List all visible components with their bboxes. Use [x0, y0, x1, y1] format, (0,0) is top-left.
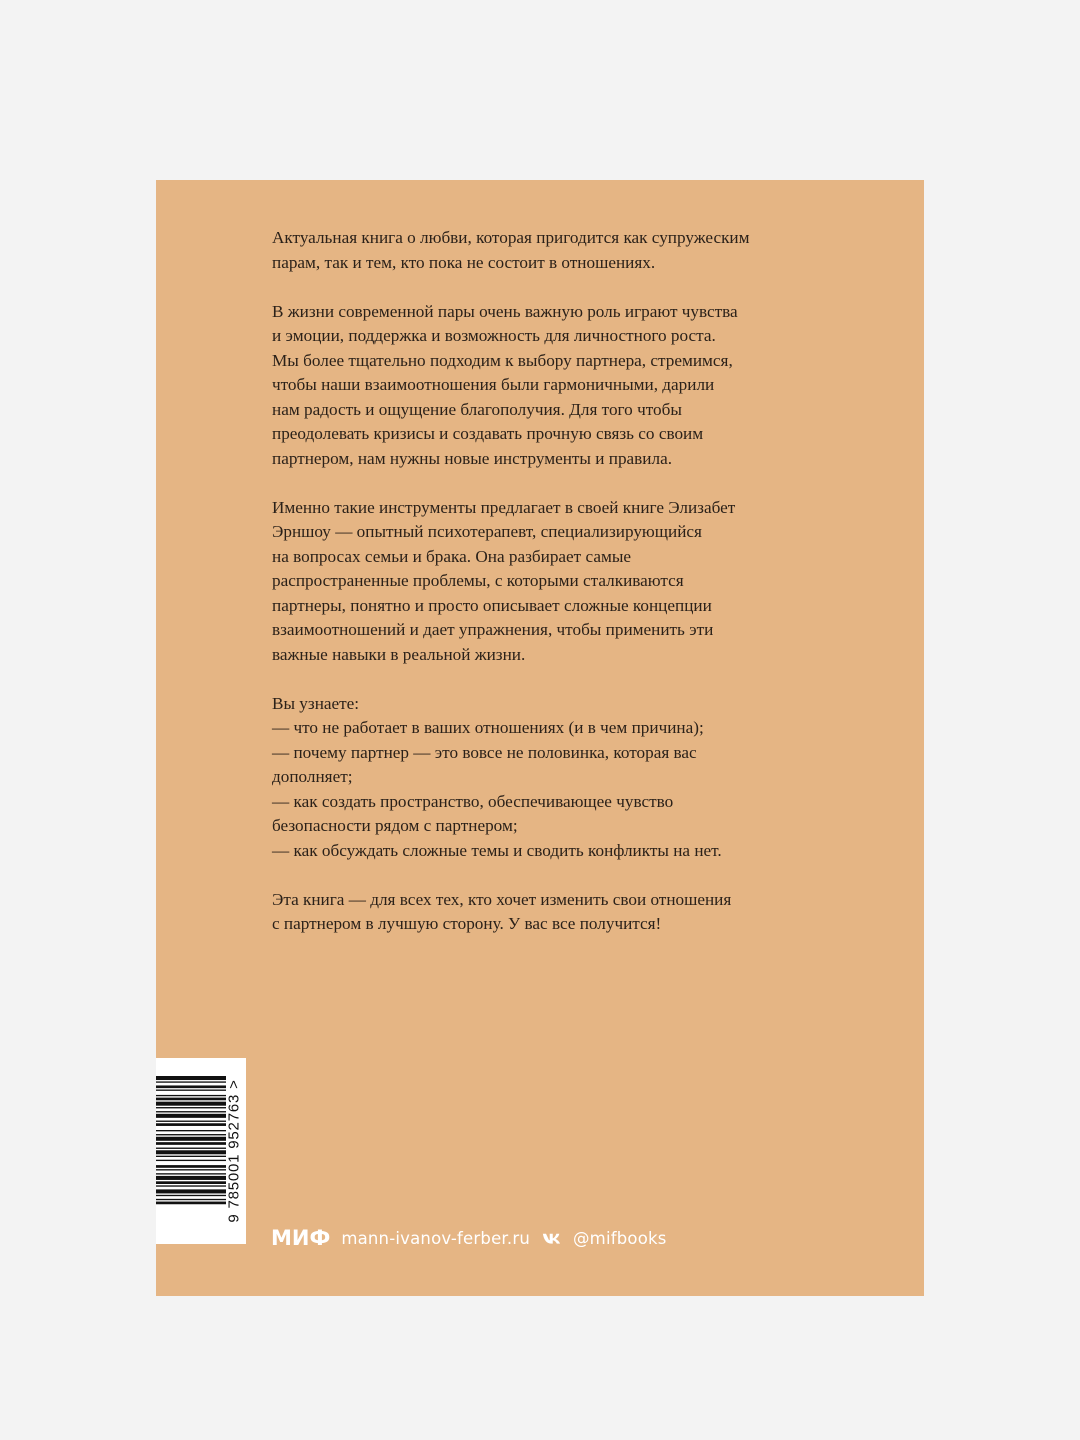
paragraph-intro: [272, 226, 812, 275]
barcode-bar: [156, 1142, 226, 1145]
barcode-bar: [156, 1098, 226, 1101]
publisher-logo: МИФ: [271, 1226, 331, 1250]
text-line: Вы узнаете:: [272, 693, 360, 713]
isbn-barcode: [156, 1058, 246, 1244]
barcode-bar: [156, 1134, 226, 1135]
barcode-bar: [156, 1114, 226, 1118]
barcode-bar: [156, 1173, 226, 1174]
text-line: важные навыки в реальной жизни.: [272, 644, 526, 664]
barcode-bar: [156, 1156, 226, 1157]
text-line: Именно такие инструменты предлагает в своей книге Элизабет: [272, 497, 736, 517]
text-line: дополняет;: [272, 767, 353, 786]
barcode-digits: 9 785001 952763 >: [225, 1079, 243, 1223]
text-line: партнером, нам нужны новые инструменты и правила.: [272, 448, 672, 468]
text-line: Актуальная книга о любви, которая пригодится как супружеским: [272, 228, 750, 247]
description-text: [272, 226, 812, 961]
book-back-cover: [156, 180, 924, 1296]
barcode-bar: [156, 1107, 226, 1108]
barcode-bar: [156, 1185, 226, 1186]
barcode-bar: [156, 1095, 226, 1096]
barcode-bar: [156, 1202, 226, 1205]
barcode-bar: [156, 1090, 226, 1091]
social-handle: @mifbooks: [572, 1228, 667, 1248]
barcode-bar: [156, 1121, 226, 1122]
barcode-bar: [156, 1130, 226, 1131]
text-line: Мы более тщательно подходим к выбору партнера, стремимся,: [272, 350, 733, 370]
text-line: — почему партнер — это вовсе не половинка, которая вас: [272, 742, 697, 762]
text-line: парам, так и тем, кто пока не состоит в отношениях.: [272, 252, 656, 272]
text-line: распространенные проблемы, с которыми сталкиваются: [272, 571, 684, 590]
barcode-bar: [156, 1199, 226, 1200]
barcode-bar: [156, 1150, 226, 1154]
barcode-bar: [156, 1148, 226, 1149]
text-line: Эта книга — для всех тех, кто хочет изменить свои отношения: [272, 889, 732, 909]
barcode-bar: [156, 1169, 226, 1170]
paragraph-closing: [272, 888, 812, 937]
barcode-bar: [156, 1085, 226, 1088]
text-line: безопасности рядом с партнером;: [272, 816, 518, 835]
text-line: партнеры, понятно и просто описывает сложные концепции: [272, 595, 712, 615]
barcode-bar: [156, 1081, 226, 1082]
text-line: преодолевать кризисы и создавать прочную связь со своим: [272, 424, 704, 443]
barcode-bar: [156, 1181, 226, 1184]
text-line: с партнером в лучшую сторону. У вас все получится!: [272, 914, 662, 933]
text-line: — как обсуждать сложные темы и сводить конфликты на нет.: [272, 840, 722, 860]
text-line: и эмоции, поддержка и возможность для личностного роста.: [272, 326, 716, 345]
barcode-bar: [156, 1160, 226, 1161]
barcode-bar: [156, 1165, 226, 1168]
barcode-bar: [156, 1111, 226, 1112]
text-line: на вопросах семьи и брака. Она разбирает самые: [272, 546, 632, 566]
barcode-bar: [156, 1189, 226, 1193]
text-line: — как создать пространство, обеспечивающее чувство: [272, 791, 674, 811]
text-line: нам радость и ощущение благополучия. Для того чтобы: [272, 399, 682, 419]
barcode-bar: [156, 1176, 226, 1180]
text-line: — что не работает в ваших отношениях (и в чем причина);: [272, 718, 704, 737]
text-line: В жизни современной пары очень важную роль играют чувства: [272, 301, 738, 321]
barcode-bar: [156, 1102, 226, 1106]
barcode-bar: [156, 1137, 226, 1141]
barcode-bar: [156, 1076, 226, 1080]
paragraph-modern-couples: [272, 300, 812, 472]
text-line: взаимоотношений и дает упражнения, чтобы применить эти: [272, 620, 714, 639]
text-line: Эрншоу — опытный психотерапевт, специализирующийся: [272, 522, 702, 541]
paragraph-you-will-learn: [272, 692, 812, 864]
barcode-bar: [156, 1123, 226, 1126]
publisher-footer: [271, 1225, 667, 1251]
publisher-website: mann-ivanov-ferber.ru: [341, 1228, 530, 1248]
text-line: чтобы наши взаимоотношения были гармоничными, дарили: [272, 375, 715, 394]
paragraph-author: [272, 496, 812, 668]
barcode-bar: [156, 1195, 226, 1196]
vk-icon: [542, 1232, 563, 1245]
